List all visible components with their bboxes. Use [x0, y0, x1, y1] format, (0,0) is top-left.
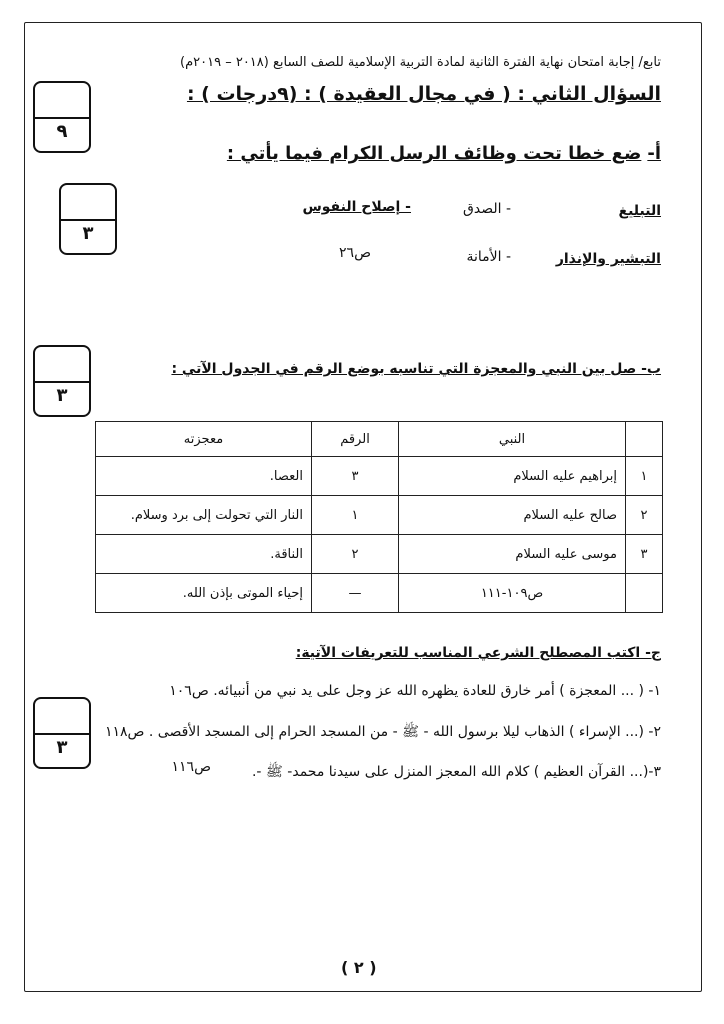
- option-amana: - الأمانة: [466, 249, 511, 265]
- header-miracle: معجزته: [96, 422, 312, 457]
- part-a-text: ضع خطا تحت وظائف الرسل الكرام فيما يأتي :: [226, 143, 642, 164]
- row-miracle: إحياء الموتى بإذن الله.: [96, 574, 312, 613]
- row-miracle: النار التي تحولت إلى برد وسلام.: [96, 496, 312, 535]
- question-2-title: السؤال الثاني : ( في مجال العقيدة ) : (٩درجات ) :: [186, 83, 661, 105]
- table-row: [96, 496, 663, 535]
- option-tabligh: التبليغ: [618, 203, 661, 219]
- option-islah-nufus: - إصلاح النفوس: [302, 199, 411, 215]
- score-part-a: ٣: [82, 223, 94, 244]
- row-prophet: صالح عليه السلام: [399, 496, 626, 535]
- score-part-c: ٣: [56, 737, 68, 758]
- row-number: ٣: [312, 457, 399, 496]
- definition-item-1: ١- ( ... المعجزة ) أمر خارق للعادة يظهره الله عز وجل على يد نبي من أنبيائه. ص١٠٦: [169, 683, 661, 699]
- row-prophet: إبراهيم عليه السلام: [399, 457, 626, 496]
- score-part-b: ٣: [56, 385, 68, 406]
- score-box-part-b: [33, 345, 91, 417]
- exam-page: [24, 22, 702, 992]
- row-index: ١: [626, 457, 663, 496]
- header-prophet: النبي: [399, 422, 626, 457]
- part-a-label: أ-: [647, 143, 661, 164]
- definition-item-3: ٣-(... القرآن العظيم ) كلام الله المعجز المنزل على سيدنا محمد- ﷺ -.: [251, 764, 661, 780]
- table-row: [96, 457, 663, 496]
- header-index: [626, 422, 663, 457]
- part-c-instruction: ج- اكتب المصطلح الشرعي المناسب للتعريفات الآتية:: [295, 645, 661, 661]
- row-number: ١: [312, 496, 399, 535]
- part-b-instruction: ب- صل بين النبي والمعجزة التي تناسبه بوضع الرقم في الجدول الآتي :: [171, 361, 661, 377]
- row-number: —: [312, 574, 399, 613]
- part-a-instruction: [227, 143, 661, 164]
- score-box-part-a: [59, 183, 117, 255]
- part-a-page-ref: ص٢٦: [339, 245, 371, 261]
- score-box-part-c: [33, 697, 91, 769]
- table-row: [96, 535, 663, 574]
- exam-header: تابع/ إجابة امتحان نهاية الفترة الثانية لمادة التربية الإسلامية للصف السابع (٢٠١٨ – ٢٠١٩م): [180, 55, 661, 70]
- row-miracle: العصا.: [96, 457, 312, 496]
- table-header-row: [96, 422, 663, 457]
- row-prophet: موسى عليه السلام: [399, 535, 626, 574]
- row-index: ٢: [626, 496, 663, 535]
- score-box-total: [33, 81, 91, 153]
- page-number: ( ٢ ): [341, 958, 377, 977]
- header-number: الرقم: [312, 422, 399, 457]
- score-total: ٩: [56, 121, 68, 142]
- row-prophet: ص١٠٩-١١١: [399, 574, 626, 613]
- row-number: ٢: [312, 535, 399, 574]
- prophet-miracle-table: [95, 421, 663, 613]
- row-index: [626, 574, 663, 613]
- definition-item-2: ٢- (... الإسراء ) الذهاب ليلا برسول الله - ﷺ - من المسجد الحرام إلى المسجد الأقصى . ص١١٨: [104, 724, 661, 740]
- option-sidq: - الصدق: [462, 201, 511, 217]
- option-tabshir-indhar: التبشير والإنذار: [555, 251, 661, 267]
- row-index: ٣: [626, 535, 663, 574]
- definition-item-3-ref: ص١١٦: [171, 759, 211, 775]
- table-row: [96, 574, 663, 613]
- row-miracle: الناقة.: [96, 535, 312, 574]
